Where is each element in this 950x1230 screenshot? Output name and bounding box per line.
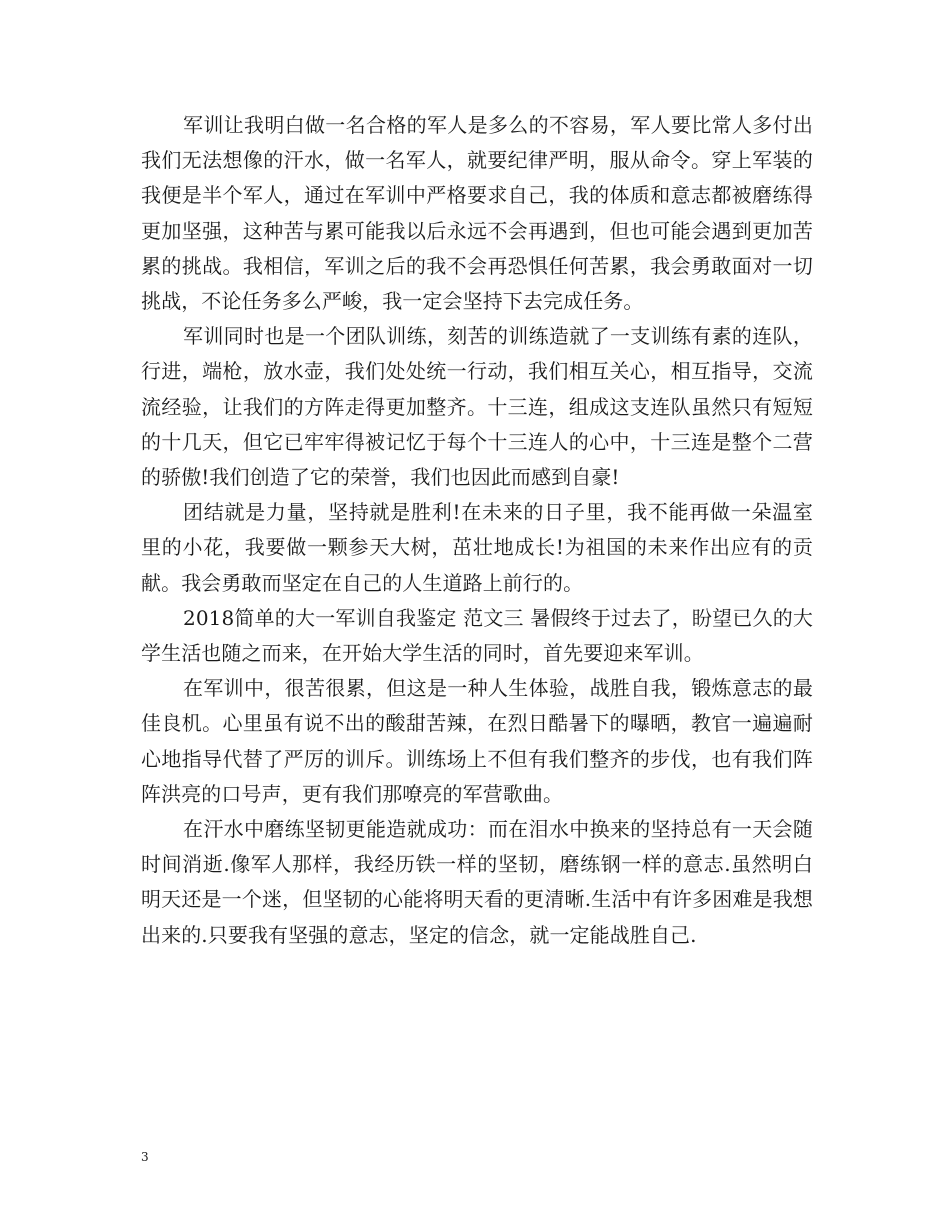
paragraph-3: 团结就是力量，坚持就是胜利!在未来的日子里，我不能再做一朵温室里的小花，我要做一颗参天大树，茁壮地成长!为祖国的未来作出应有的贡献。我会勇敢而坚定在自己的人生道路上前行的。 [141,500,813,595]
paragraph-6: 在汗水中磨练坚韧更能造就成功：而在泪水中换来的坚持总有一天会随时间消逝.像军人那样，我经历铁一样的坚韧，磨练钢一样的意志.虽然明白明天还是一个迷，但坚韧的心能将明天看的更清晰.生活中有许多困难是我想出来的.只要我有坚强的意志，坚定的信念，就一定能战胜自己. [141,817,813,947]
paragraph-4: 2018简单的大一军训自我鉴定 范文三 暑假终于过去了，盼望已久的大学生活也随之而来，在开始大学生活的同时，首先要迎来军训。 [141,605,813,666]
document-body [141,108,813,953]
page-number: 3 [141,1150,149,1164]
paragraph-1: 军训让我明白做一名合格的军人是多么的不容易，军人要比常人多付出我们无法想像的汗水，做一名军人，就要纪律严明，服从命令。穿上军装的我便是半个军人，通过在军训中严格要求自己，我的体质和意志都被磨练得更加坚强，这种苦与累可能我以后永远不会再遇到，但也可能会遇到更加苦累的挑战。我相信，军训之后的我不会再恐惧任何苦累，我会勇敢面对一切挑战，不论任务多么严峻，我一定会坚持下去完成任务。 [141,113,813,314]
paragraph-5: 在军训中，很苦很累，但这是一种人生体验，战胜自我，锻炼意志的最佳良机。心里虽有说不出的酸甜苦辣，在烈日酷暑下的曝晒，教官一遍遍耐心地指导代替了严厉的训斥。训练场上不但有我们整齐的步伐，也有我们阵阵洪亮的口号声，更有我们那嘹亮的军营歌曲。 [141,676,813,806]
paragraph-2: 军训同时也是一个团队训练，刻苦的训练造就了一支训练有素的连队，行进，端枪，放水壶，我们处处统一行动，我们相互关心，相互指导，交流流经验，让我们的方阵走得更加整齐。十三连，组成这支连队虽然只有短短的十几天，但它已牢牢得被记忆于每个十三连人的心中，十三连是整个二营的骄傲!我们创造了它的荣誉，我们也因此而感到自豪! [141,324,813,490]
